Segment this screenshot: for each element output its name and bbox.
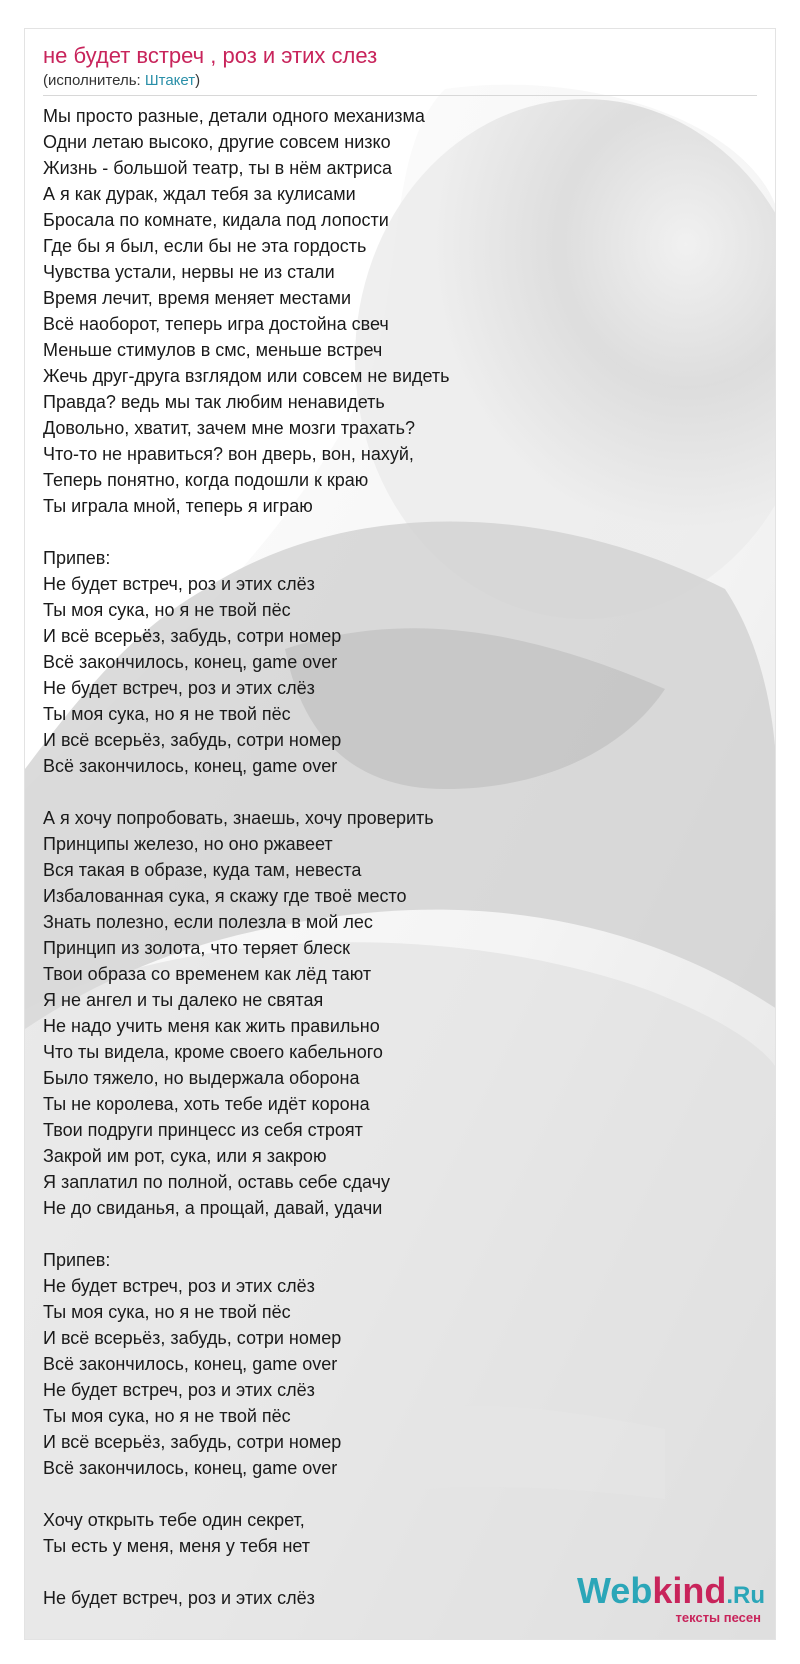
logo-ru: .Ru [726, 1582, 765, 1609]
lyrics-line: А я как дурак, ждал тебя за кулисами [43, 184, 356, 204]
lyrics-line: Меньше стимулов в смс, меньше встреч [43, 340, 383, 360]
lyrics-spacer [43, 519, 743, 545]
lyrics-line: Бросала по комнате, кидала под лопости [43, 210, 389, 230]
lyrics-line: Избалованная сука, я скажу где твоё место [43, 886, 407, 906]
lyrics-line: И всё всерьёз, забудь, сотри номер [43, 1328, 342, 1348]
artist-link[interactable]: Штакет [144, 72, 196, 89]
artist-suffix: ) [195, 72, 201, 89]
lyrics-line: Не до свиданья, а прощай, давай, удачи [43, 1198, 383, 1218]
lyrics-spacer [43, 1221, 743, 1247]
lyrics-line: Не надо учить меня как жить правильно [43, 1016, 380, 1036]
lyrics-line: Не будет встреч, роз и этих слёз [43, 1588, 315, 1608]
lyrics-line: Принцип из золота, что теряет блеск [43, 938, 350, 958]
lyrics-line: Хочу открыть тебе один секрет, [43, 1510, 305, 1530]
lyrics-line: Ты моя сука, но я не твой пёс [43, 1406, 291, 1426]
lyrics-line: Мы просто разные, детали одного механизма [43, 106, 425, 126]
lyrics-line: Одни летаю высоко, другие совсем низко [43, 132, 391, 152]
lyrics-line: Что-то не нравиться? вон дверь, вон, нахуй, [43, 444, 414, 464]
lyrics-line: Не будет встреч, роз и этих слёз [43, 1276, 315, 1296]
lyrics-spacer [43, 1481, 743, 1507]
lyrics-line: Припев: [43, 548, 111, 568]
lyrics-line: Довольно, хватит, зачем мне мозги трахать? [43, 418, 416, 438]
lyrics-line: Всё закончилось, конец, game over [43, 1354, 338, 1374]
lyrics-line: И всё всерьёз, забудь, сотри номер [43, 730, 342, 750]
logo-web: Web [576, 1570, 653, 1611]
lyrics-line: А я хочу попробовать, знаешь, хочу проверить [43, 808, 434, 828]
lyrics-line: Правда? ведь мы так любим ненавидеть [43, 392, 385, 412]
lyrics-line: Ты моя сука, но я не твой пёс [43, 600, 291, 620]
lyrics-line: Знать полезно, если полезла в мой лес [43, 912, 373, 932]
lyrics-line: Всё закончилось, конец, game over [43, 756, 338, 776]
artist-line [43, 71, 757, 91]
lyrics-line: Ты не королева, хоть тебе идёт корона [43, 1094, 370, 1114]
lyrics-line: Ты моя сука, но я не твой пёс [43, 704, 291, 724]
lyrics-line: Что ты видела, кроме своего кабельного [43, 1042, 383, 1062]
lyrics-line: Жечь друг-друга взглядом или совсем не видеть [43, 366, 450, 386]
lyrics-line: Вся такая в образе, куда там, невеста [43, 860, 362, 880]
lyrics-line: Закрой им рот, сука, или я закрою [43, 1146, 327, 1166]
lyrics-line: Я не ангел и ты далеко не святая [43, 990, 324, 1010]
lyrics-line: И всё всерьёз, забудь, сотри номер [43, 1432, 342, 1452]
lyrics-line: Ты есть у меня, меня у тебя нет [43, 1536, 311, 1556]
artist-prefix: (исполнитель: [43, 72, 145, 89]
lyrics-line: Время лечит, время меняет местами [43, 288, 352, 308]
lyrics-line: Всё наоборот, теперь игра достойна свеч [43, 314, 389, 334]
logo-kind: kind [652, 1570, 727, 1611]
song-header [43, 43, 757, 91]
lyrics-text [43, 103, 743, 1611]
lyrics-line: Я заплатил по полной, оставь себе сдачу [43, 1172, 390, 1192]
lyrics-line: Ты моя сука, но я не твой пёс [43, 1302, 291, 1322]
lyrics-line: Не будет встреч, роз и этих слёз [43, 1380, 315, 1400]
lyrics-line: Ты играла мной, теперь я играю [43, 496, 313, 516]
lyrics-line: Всё закончилось, конец, game over [43, 652, 338, 672]
lyrics-line: Не будет встреч, роз и этих слёз [43, 678, 315, 698]
lyrics-line: Было тяжело, но выдержала оборона [43, 1068, 360, 1088]
song-title: не будет встреч , роз и этих слез [43, 43, 378, 68]
site-logo[interactable] [576, 1570, 765, 1625]
lyrics-line: Твои подруги принцесс из себя строят [43, 1120, 363, 1140]
lyrics-spacer [43, 779, 743, 805]
lyrics-line: Где бы я был, если бы не эта гордость [43, 236, 367, 256]
lyrics-page [24, 28, 776, 1640]
lyrics-line: Не будет встреч, роз и этих слёз [43, 574, 315, 594]
lyrics-line: Теперь понятно, когда подошли к краю [43, 470, 369, 490]
lyrics-line: И всё всерьёз, забудь, сотри номер [43, 626, 342, 646]
lyrics-line: Жизнь - большой театр, ты в нём актриса [43, 158, 392, 178]
logo-tagline: тексты песен [675, 1610, 761, 1625]
lyrics-line: Всё закончилось, конец, game over [43, 1458, 338, 1478]
lyrics-line: Твои образа со временем как лёд тают [43, 964, 372, 984]
lyrics-line: Чувства устали, нервы не из стали [43, 262, 335, 282]
lyrics-line: Принципы железо, но оно ржавеет [43, 834, 333, 854]
logo-wordmark [576, 1570, 765, 1614]
header-divider [43, 95, 757, 96]
lyrics-line: Припев: [43, 1250, 111, 1270]
